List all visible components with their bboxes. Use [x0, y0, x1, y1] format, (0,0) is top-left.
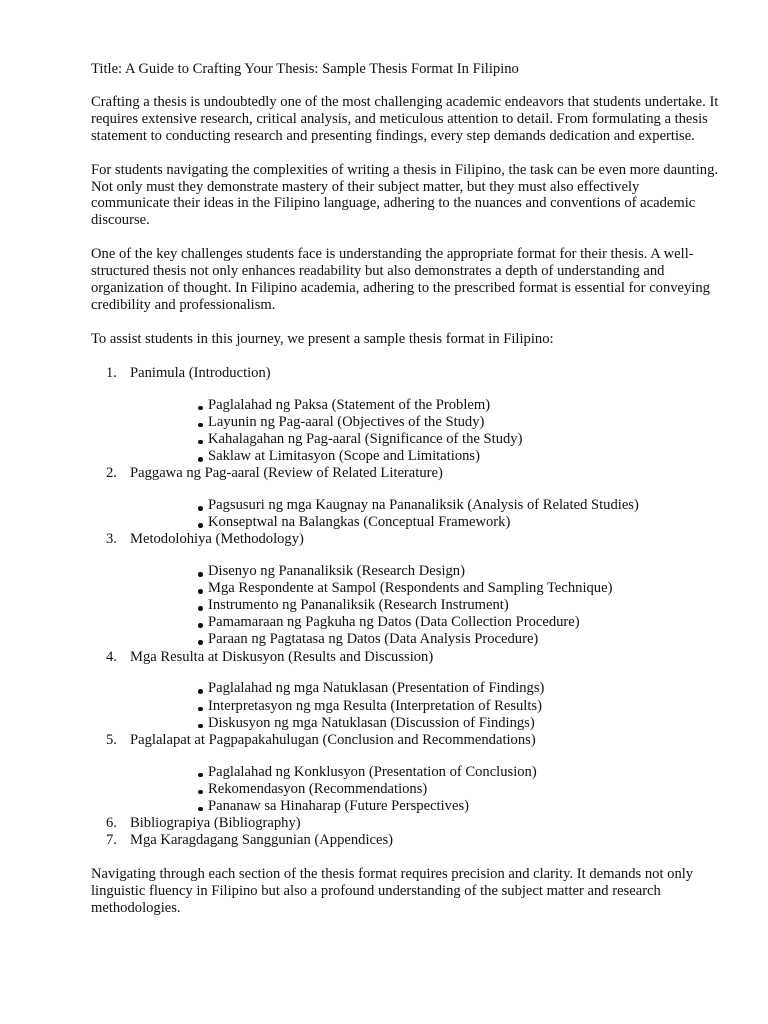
list-item: Paglalahad ng Paksa (Statement of the Problem) [198, 397, 721, 414]
list-item: Diskusyon ng mga Natuklasan (Discussion of Findings) [198, 715, 721, 732]
document-title: Title: A Guide to Crafting Your Thesis: Sample Thesis Format In Filipino [91, 61, 519, 77]
subsection-list [130, 749, 721, 815]
paragraph-filipino-challenge: For students navigating the complexities of writing a thesis in Filipino, the task can be even more daunting. Not only must they demonstrate mastery of their subject matter, but they must also effectively communicate their ideas in the Filipino language, adhering to the nuances and conventions of academic discourse. [91, 161, 719, 229]
paragraph-intro: Crafting a thesis is undoubtedly one of the most challenging academic endeavors that students undertake. It requires extensive research, critical analysis, and meticulous attention to detail. From formulating a thesis statement to conducting research and presenting findings, every step demands dedication and expertise. [91, 93, 719, 144]
section-number: 7. [106, 831, 117, 848]
section-label: Mga Resulta at Diskusyon (Results and Discussion) [130, 648, 434, 665]
subsection-list [130, 382, 721, 465]
list-item: Paglalahad ng Konklusyon (Presentation of Conclusion) [198, 764, 721, 781]
list-item: Rekomendasyon (Recommendations) [198, 781, 721, 798]
section-label: Paglalapat at Pagpapakahulugan (Conclusion and Recommendations) [130, 731, 536, 748]
section-number: 2. [106, 465, 117, 482]
list-item: Instrumento ng Pananaliksik (Research Instrument) [198, 597, 721, 614]
section-number: 3. [106, 531, 117, 548]
section-label: Mga Karagdagang Sanggunian (Appendices) [130, 831, 394, 848]
list-item: Pagsusuri ng mga Kaugnay na Pananaliksik (Analysis of Related Studies) [198, 497, 721, 514]
list-item: Pamamaraan ng Pagkuha ng Datos (Data Collection Procedure) [198, 614, 721, 631]
thesis-format-list [91, 365, 721, 849]
list-item: Mga Respondente at Sampol (Respondents and Sampling Technique) [198, 580, 721, 597]
section-number: 5. [106, 731, 117, 748]
list-item: Interpretasyon ng mga Resulta (Interpretation of Results) [198, 698, 721, 715]
paragraph-format-importance: One of the key challenges students face is understanding the appropriate format for their thesis. A well-structured thesis not only enhances readability but also demonstrates a depth of understanding and organization of thought. In Filipino academia, adhering to the prescribed format is essential for conveying credibility and professionalism. [91, 246, 710, 313]
list-item: Konseptwal na Balangkas (Conceptual Framework) [198, 514, 721, 531]
section-item [91, 465, 721, 531]
section-item [91, 732, 721, 815]
section-label: Panimula (Introduction) [130, 364, 271, 381]
section-label: Bibliograpiya (Bibliography) [130, 814, 301, 831]
section-item [91, 649, 721, 732]
section-item [91, 832, 721, 849]
subsection-list [130, 665, 721, 731]
list-item: Disenyo ng Pananaliksik (Research Design) [198, 563, 721, 580]
section-item [91, 815, 721, 832]
section-item [91, 531, 721, 648]
list-item: Paraan ng Pagtatasa ng Datos (Data Analysis Procedure) [198, 631, 721, 648]
list-item: Saklaw at Limitasyon (Scope and Limitations) [198, 448, 721, 465]
paragraph-sample-lead: To assist students in this journey, we present a sample thesis format in Filipino: [91, 330, 554, 347]
list-item: Kahalagahan ng Pag-aaral (Significance of the Study) [198, 431, 721, 448]
section-item [91, 365, 721, 465]
section-label: Paggawa ng Pag-aaral (Review of Related Literature) [130, 465, 443, 482]
section-label: Metodolohiya (Methodology) [130, 531, 304, 548]
section-number: 4. [106, 648, 117, 665]
list-item: Layunin ng Pag-aaral (Objectives of the Study) [198, 414, 721, 431]
list-item: Paglalahad ng mga Natuklasan (Presentation of Findings) [198, 680, 721, 697]
list-item: Pananaw sa Hinaharap (Future Perspectives) [198, 798, 721, 815]
paragraph-closing: Navigating through each section of the thesis format requires precision and clarity. It demands not only linguistic fluency in Filipino but also a profound understanding of the subject matter and research methodologies. [91, 865, 694, 916]
section-number: 1. [106, 364, 117, 381]
subsection-list [130, 548, 721, 648]
section-number: 6. [106, 814, 117, 831]
subsection-list [130, 482, 721, 531]
document-page [91, 61, 721, 916]
